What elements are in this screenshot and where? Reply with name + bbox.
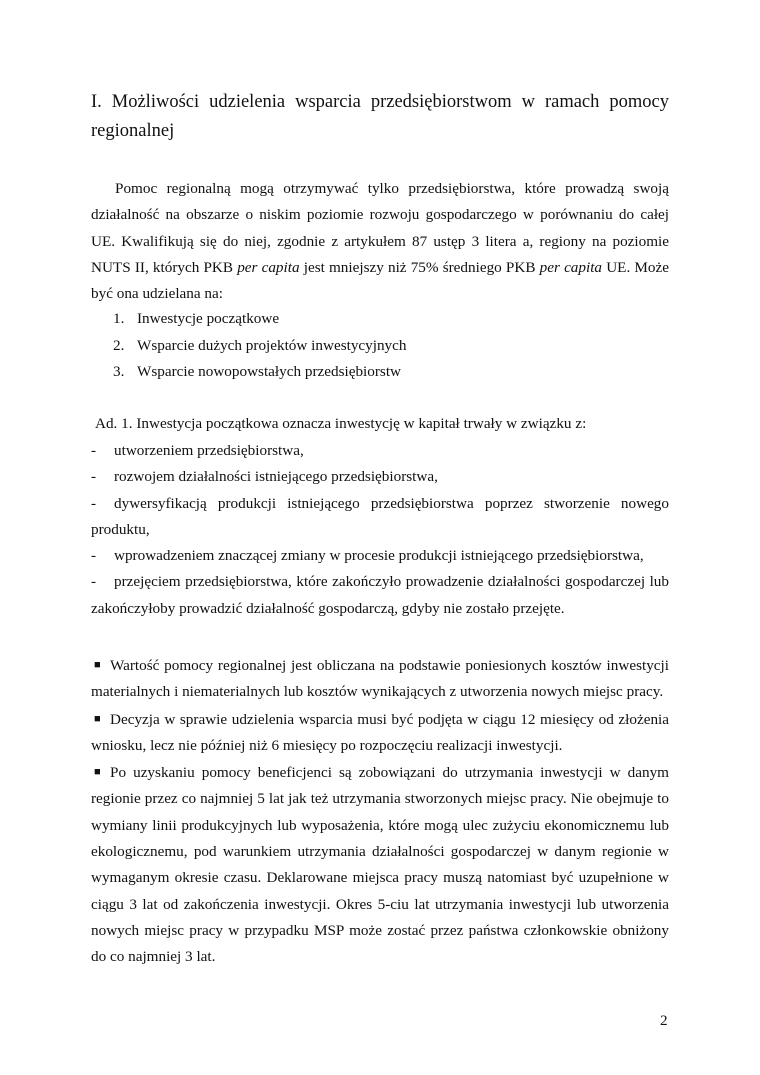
section-heading [91,88,669,146]
list-item-text: Inwestycje początkowe [137,310,280,327]
numbered-list [113,306,407,386]
bullet-text: Decyzja w sprawie udzielenia wsparcia musi być podjęta w ciągu 12 miesięcy od złożenia wniosku, lecz nie później niż 6 miesięcy po rozpoczęciu realizacji inwestycji. [91,710,669,754]
dash-item [91,569,669,622]
dash-item [91,464,669,490]
list-number: 2. [113,336,125,354]
dash-item-text: dywersyfikacją produkcji istniejącego przedsiębiorstwa poprzez stworzenie nowego produktu, [91,494,669,538]
dash-item-text: utworzeniem przedsiębiorstwa, [114,442,304,459]
intro-italic-1: per capita [237,258,300,276]
intro-italic-2: per capita [539,258,603,276]
intro-text-part-2: jest mniejszy niż 75% średniego PKB [299,258,540,276]
dash-item [91,543,669,569]
dash-item-text: rozwojem działalności istniejącego przedsiębiorstwa, [114,468,438,486]
bullet-item [91,706,669,760]
ad1-paragraph: Ad. 1. Inwestycja początkowa oznacza inwestycję w kapitał trwały w związku z: [95,415,587,432]
list-item [113,306,407,333]
dash-item-text: przejęciem przedsiębiorstwa, które zakończyło prowadzenie działalności gospodarczej lub zakończyłoby prowadzić działalność gospodarczą, gdyby nie zostało przejęte. [91,573,669,617]
dash-marker: - [91,494,97,512]
heading-line-1: I. Możliwości udzielenia wsparcia przedsiębiorstwom w ramach pomocy [91,92,669,112]
dash-marker: - [91,573,97,591]
dash-item-text: wprowadzeniem znaczącej zmiany w procesie produkcji istniejącego przedsiębiorstwa, [114,547,644,565]
page-number: 2 [660,1012,668,1029]
bullet-list [91,652,669,971]
dash-list [91,438,669,622]
intro-text-part-3: UE. Może być ona udzielana na: [91,258,669,303]
list-item [113,333,407,360]
list-item-text: Wsparcie nowopowstałych przedsiębiorstw [137,363,402,380]
square-bullet-icon: ■ [94,766,101,779]
dash-item [91,491,669,544]
bullet-text: Wartość pomocy regionalnej jest obliczana na podstawie poniesionych kosztów inwestycji materialnych i niematerialnych lub kosztów wynikających z utworzenia nowych miejsc pracy. [91,657,669,701]
dash-item [91,438,669,464]
dash-marker: - [91,442,97,459]
list-number: 1. [113,310,125,327]
list-item-text: Wsparcie dużych projektów inwestycyjnych [137,336,407,354]
intro-paragraph [91,176,669,307]
list-number: 3. [113,363,125,380]
bullet-item [91,759,669,970]
bullet-item [91,652,669,706]
intro-text-part-1: Pomoc regionalną mogą otrzymywać tylko przedsiębiorstwa, które prowadzą swoją działalność na obszarze o niskim poziomie rozwoju gospodarczego w porównaniu do całej UE. Kwalifikują się do niej, zgodnie z artykułem 87 ustęp 3 litera a, regiony na poziomie NUTS II, których PKB [91,180,669,276]
square-bullet-icon: ■ [94,659,101,671]
heading-line-2: regionalnej [91,121,175,141]
dash-marker: - [91,547,97,565]
list-item [113,359,407,386]
square-bullet-icon: ■ [94,712,101,725]
dash-marker: - [91,468,97,486]
bullet-text: Po uzyskaniu pomocy beneficjenci są zobowiązani do utrzymania inwestycji w danym regionie przez co najmniej 5 lat jak też utrzymania stworzonych miejsc pracy. Nie obejmuje to wymiany linii produkcyjnych lub wyposażenia, które mogą ulec zużyciu ekonomicznemu lub ekologicznemu, pod warunkiem utrzymania działalności gospodarczej w danym regionie w wymaganym okresie czasu. Deklarowane miejsca pracy muszą natomiast być uzupełnione w ciągu 3 lat od zakończenia inwestycji. Okres 5-ciu lat utrzymania inwestycji lub utworzenia nowych miejsc pracy w przypadku MSP może zostać przez państwa członkowskie obniżony do co najmniej 3 lat. [91,764,669,966]
